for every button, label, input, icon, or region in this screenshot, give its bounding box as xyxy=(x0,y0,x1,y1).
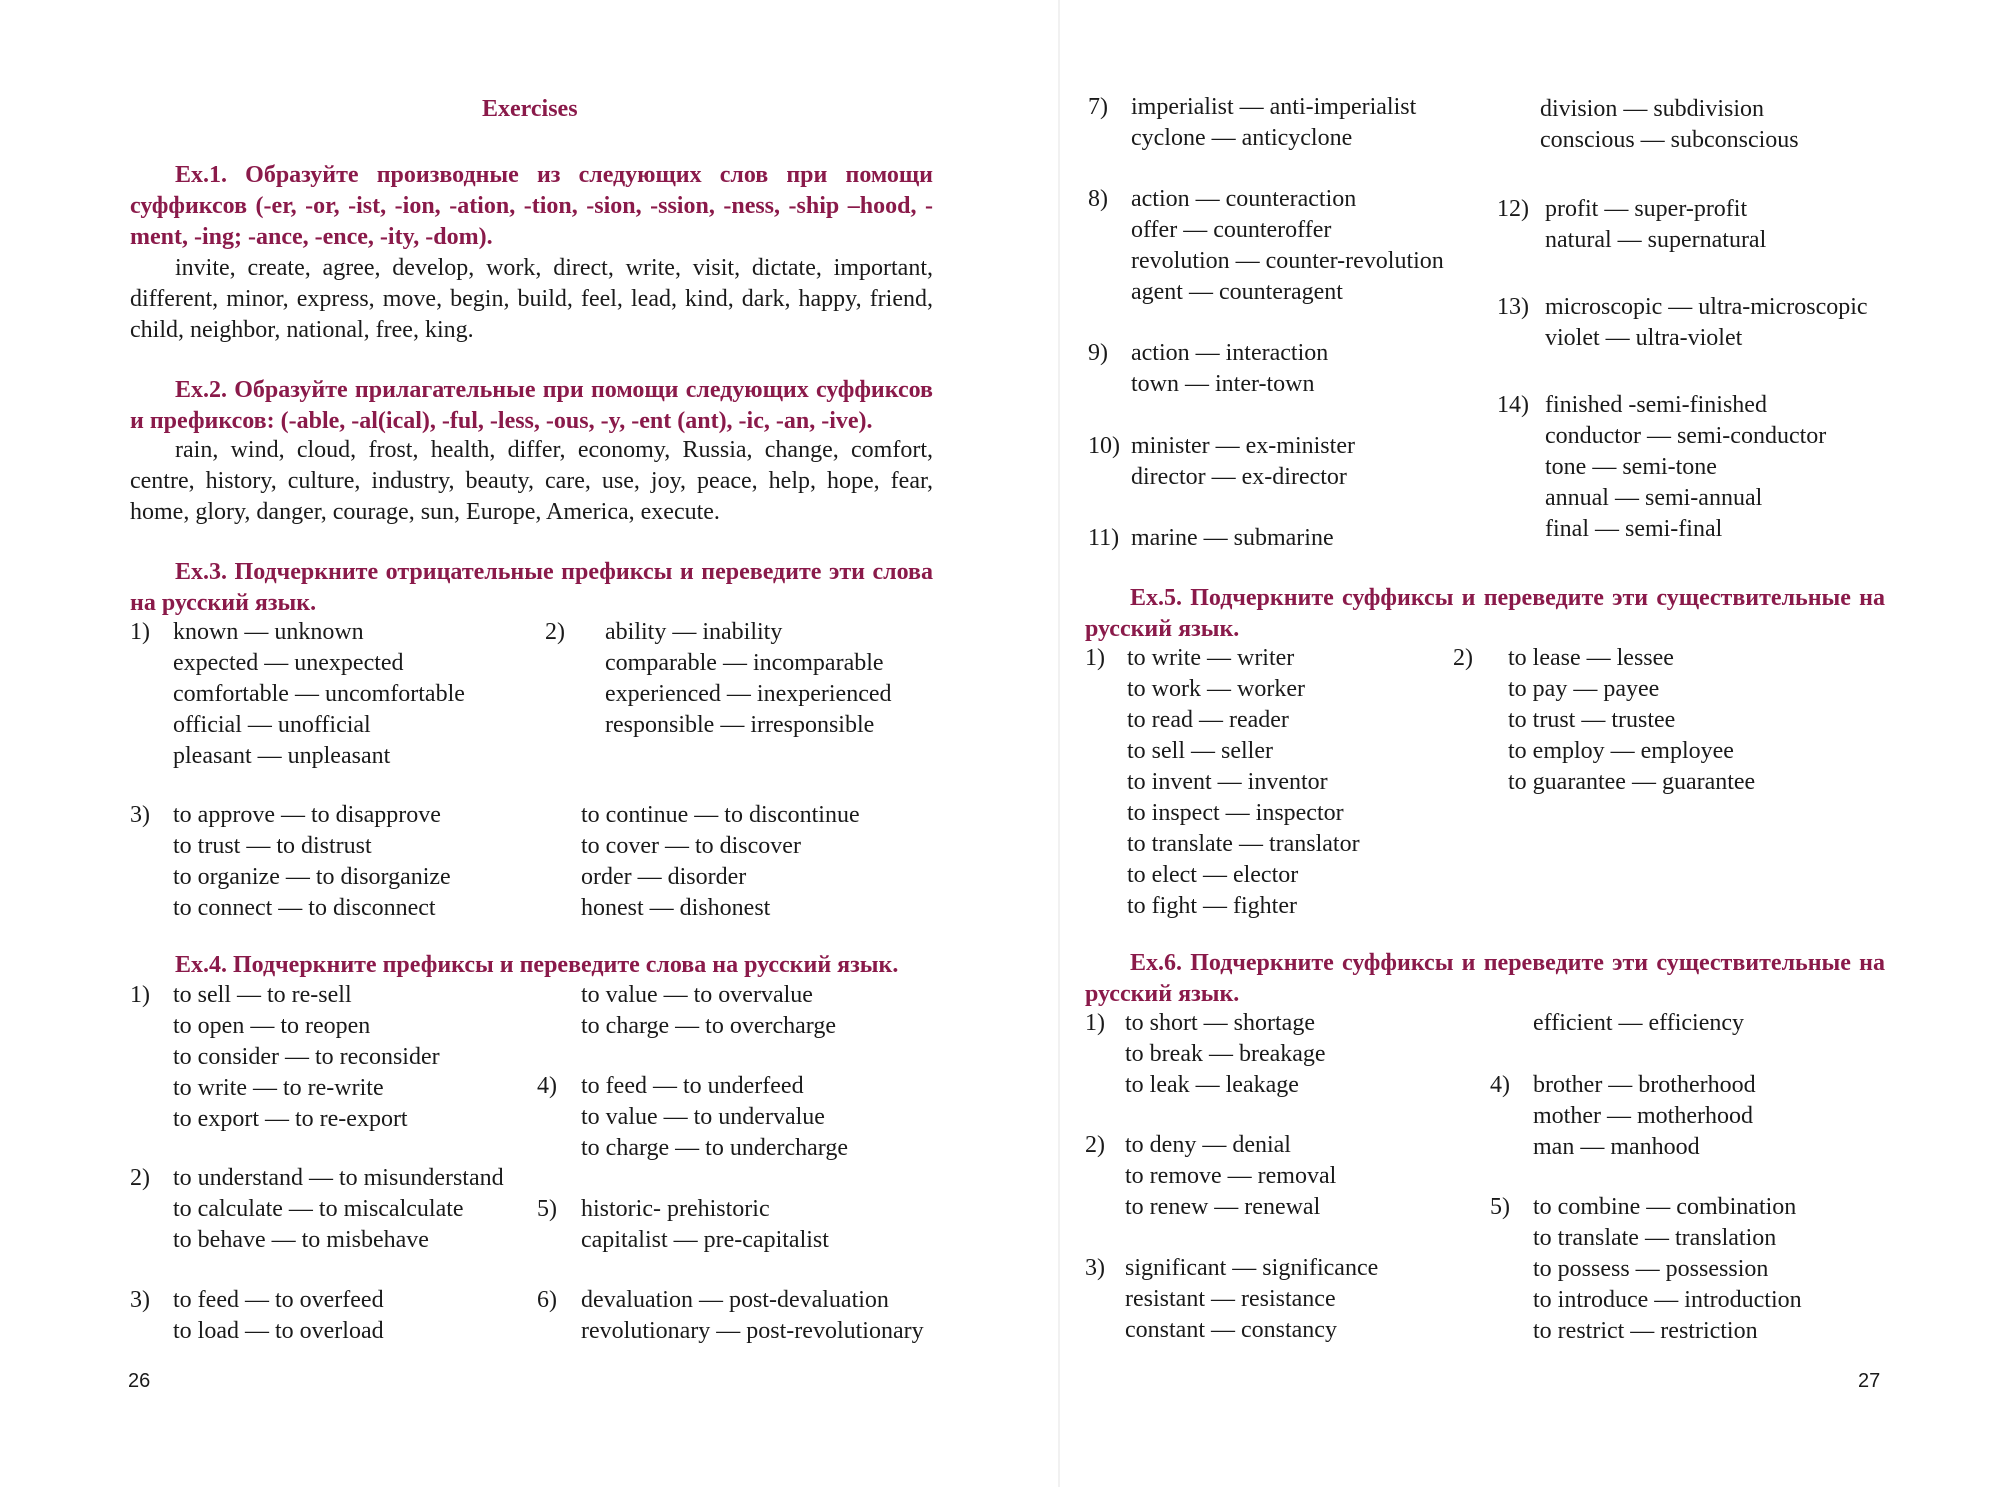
word-pair: comparable — incomparable xyxy=(605,650,884,676)
word-pair: to lease — lessee xyxy=(1508,645,1674,671)
r-group-13 xyxy=(1545,292,1868,354)
word-pair: pleasant — unpleasant xyxy=(173,743,391,769)
r-group-10 xyxy=(1131,431,1355,493)
ex6-num-1: 1) xyxy=(1085,1010,1105,1036)
ex3-group-3b xyxy=(581,800,860,924)
ex6-num-4: 4) xyxy=(1490,1072,1510,1098)
ex6-num-5: 5) xyxy=(1490,1194,1510,1220)
word-pair: to value — to overvalue xyxy=(581,982,813,1008)
ex4-num-3: 3) xyxy=(130,1287,150,1313)
ex4-group-5 xyxy=(581,1194,829,1256)
word-pair: to invent — inventor xyxy=(1127,769,1328,795)
ex4-num-5: 5) xyxy=(537,1196,557,1222)
word-pair: to deny — denial xyxy=(1125,1132,1291,1158)
word-pair: constant — constancy xyxy=(1125,1317,1337,1343)
word-pair: to translate — translator xyxy=(1127,831,1360,857)
r-num-13: 13) xyxy=(1497,294,1529,320)
word-pair: violet — ultra-violet xyxy=(1545,325,1743,351)
ex5-heading: Ex.5. Подчеркните суффиксы и переведите эти существительные на русский язык. xyxy=(1085,585,1885,642)
word-pair: to organize — to disorganize xyxy=(173,864,451,890)
word-pair: mother — motherhood xyxy=(1533,1103,1753,1129)
ex6-group-5 xyxy=(1533,1192,1802,1347)
word-pair: to write — writer xyxy=(1127,645,1295,671)
ex6-group-4 xyxy=(1533,1070,1756,1163)
word-pair: imperialist — anti-imperialist xyxy=(1131,94,1417,120)
word-pair: cyclone — anticyclone xyxy=(1131,125,1353,151)
word-pair: action — interaction xyxy=(1131,340,1329,366)
ex2-heading: Ex.2. Образуйте прилагательные при помощи следующих суффиксов и префиксов: (-able, -al(ical), -ful, -less, -ous, -y, -ent (ant), -ic, -an, -ive). xyxy=(130,377,933,434)
word-pair: comfortable — uncomfortable xyxy=(173,681,465,707)
word-pair: capitalist — pre-capitalist xyxy=(581,1227,829,1253)
word-pair: honest — dishonest xyxy=(581,895,771,921)
ex3-num-1: 1) xyxy=(130,619,150,645)
word-pair: tone — semi-tone xyxy=(1545,454,1717,480)
ex4-group-3 xyxy=(173,1285,384,1347)
r-num-12: 12) xyxy=(1497,196,1529,222)
r-group-11b xyxy=(1540,94,1799,156)
word-pair: to sell — seller xyxy=(1127,738,1273,764)
r-group-8 xyxy=(1131,184,1444,308)
word-pair: minister — ex-minister xyxy=(1131,433,1355,459)
word-pair: to understand — to misunderstand xyxy=(173,1165,504,1191)
word-pair: man — manhood xyxy=(1533,1134,1700,1160)
word-pair: profit — super-profit xyxy=(1545,196,1748,222)
word-pair: to cover — to discover xyxy=(581,833,801,859)
word-pair: director — ex-director xyxy=(1131,464,1347,490)
ex3-num-2: 2) xyxy=(545,619,565,645)
word-pair: annual — semi-annual xyxy=(1545,485,1763,511)
word-pair: devaluation — post-devaluation xyxy=(581,1287,889,1313)
ex4-num-4: 4) xyxy=(537,1073,557,1099)
ex1-heading: Ex.1. Образуйте производные из следующих слов при помощи суффиксов (-er, -or, -ist, -ion, -ation, -tion, -sion, -ssion, -ness, -ship –hood, -ment, -ing; -ance, -ence, -ity, -dom). xyxy=(130,162,933,250)
word-pair: town — inter-town xyxy=(1131,371,1315,397)
r-group-11 xyxy=(1131,523,1334,554)
word-pair: conscious — subconscious xyxy=(1540,127,1799,153)
ex4-group-1 xyxy=(173,980,440,1135)
word-pair: to open — to reopen xyxy=(173,1013,371,1039)
word-pair: to introduce — introduction xyxy=(1533,1287,1802,1313)
r-num-8: 8) xyxy=(1088,186,1108,212)
word-pair: to combine — combination xyxy=(1533,1194,1797,1220)
word-pair: experienced — inexperienced xyxy=(605,681,892,707)
word-pair: revolution — counter-revolution xyxy=(1131,248,1444,274)
ex5-num-2: 2) xyxy=(1453,645,1473,671)
word-pair: responsible — irresponsible xyxy=(605,712,875,738)
word-pair: historic- prehistoric xyxy=(581,1196,770,1222)
r-group-12 xyxy=(1545,194,1766,256)
word-pair: natural — supernatural xyxy=(1545,227,1767,253)
ex6-group-1b xyxy=(1533,1008,1744,1039)
word-pair: to inspect — inspector xyxy=(1127,800,1344,826)
word-pair: to read — reader xyxy=(1127,707,1289,733)
word-pair: to leak — leakage xyxy=(1125,1072,1299,1098)
word-pair: to feed — to underfeed xyxy=(581,1073,804,1099)
ex3-group-1 xyxy=(173,617,465,772)
word-pair: to calculate — to miscalculate xyxy=(173,1196,464,1222)
word-pair: to renew — renewal xyxy=(1125,1194,1321,1220)
r-num-10: 10) xyxy=(1088,433,1120,459)
word-pair: expected — unexpected xyxy=(173,650,404,676)
word-pair: to behave — to misbehave xyxy=(173,1227,429,1253)
ex6-group-2 xyxy=(1125,1130,1336,1223)
ex6-num-2: 2) xyxy=(1085,1132,1105,1158)
ex4-group-1b xyxy=(581,980,836,1042)
word-pair: to approve — to disapprove xyxy=(173,802,441,828)
ex4-group-6 xyxy=(581,1285,924,1347)
word-pair: to charge — to undercharge xyxy=(581,1135,849,1161)
word-pair: to possess — possession xyxy=(1533,1256,1769,1282)
word-pair: to consider — to reconsider xyxy=(173,1044,440,1070)
word-pair: action — counteraction xyxy=(1131,186,1357,212)
word-pair: offer — counteroffer xyxy=(1131,217,1332,243)
word-pair: to elect — elector xyxy=(1127,862,1299,888)
page-number-right: 27 xyxy=(1858,1370,1881,1392)
word-pair: to remove — removal xyxy=(1125,1163,1337,1189)
word-pair: to sell — to re-sell xyxy=(173,982,352,1008)
word-pair: to employ — employee xyxy=(1508,738,1734,764)
ex3-group-3 xyxy=(173,800,451,924)
ex5-num-1: 1) xyxy=(1085,645,1105,671)
ex3-num-3: 3) xyxy=(130,802,150,828)
ex4-num-6: 6) xyxy=(537,1287,557,1313)
page-title: Exercises xyxy=(482,96,578,122)
word-pair: brother — brotherhood xyxy=(1533,1072,1756,1098)
word-pair: order — disorder xyxy=(581,864,747,890)
word-pair: conductor — semi-conductor xyxy=(1545,423,1827,449)
word-pair: marine — submarine xyxy=(1131,525,1334,551)
word-pair: finished -semi-finished xyxy=(1545,392,1767,418)
word-pair: to break — breakage xyxy=(1125,1041,1326,1067)
ex6-heading: Ex.6. Подчеркните суффиксы и переведите эти существительные на русский язык. xyxy=(1085,950,1885,1007)
word-pair: efficient — efficiency xyxy=(1533,1010,1745,1036)
word-pair: resistant — resistance xyxy=(1125,1286,1336,1312)
word-pair: official — unofficial xyxy=(173,712,371,738)
word-pair: significant — significance xyxy=(1125,1255,1379,1281)
word-pair: to work — worker xyxy=(1127,676,1305,702)
word-pair: to translate — translation xyxy=(1533,1225,1777,1251)
word-pair: known — unknown xyxy=(173,619,364,645)
ex5-group-2 xyxy=(1508,643,1755,798)
word-pair: to continue — to discontinue xyxy=(581,802,860,828)
page-number-left: 26 xyxy=(128,1370,151,1392)
ex3-heading: Ex.3. Подчеркните отрицательные префиксы и переведите эти слова на русский язык. xyxy=(130,559,933,616)
word-pair: to trust — to distrust xyxy=(173,833,372,859)
word-pair: to feed — to overfeed xyxy=(173,1287,384,1313)
word-pair: to fight — fighter xyxy=(1127,893,1297,919)
word-pair: to trust — trustee xyxy=(1508,707,1676,733)
ex5-group-1 xyxy=(1127,643,1360,922)
r-num-9: 9) xyxy=(1088,340,1108,366)
word-pair: microscopic — ultra-microscopic xyxy=(1545,294,1868,320)
ex4-group-4 xyxy=(581,1071,848,1164)
word-pair: to export — to re-export xyxy=(173,1106,408,1132)
page-gutter xyxy=(1058,0,1060,1487)
r-group-14 xyxy=(1545,390,1826,545)
ex2-body: rain, wind, cloud, frost, health, differ, economy, Russia, change, comfort, centre, history, culture, industry, beauty, care, use, joy, peace, help, hope, fear, home, glory, danger, courage, sun, Europe, America, execute. xyxy=(130,437,933,525)
ex4-num-2: 2) xyxy=(130,1165,150,1191)
word-pair: to pay — payee xyxy=(1508,676,1660,702)
word-pair: to restrict — restriction xyxy=(1533,1318,1758,1344)
ex4-group-2 xyxy=(173,1163,504,1256)
r-num-14: 14) xyxy=(1497,392,1529,418)
r-num-7: 7) xyxy=(1088,94,1108,120)
word-pair: to charge — to overcharge xyxy=(581,1013,837,1039)
r-group-9 xyxy=(1131,338,1328,400)
ex1-body: invite, create, agree, develop, work, direct, write, visit, dictate, important, different, minor, express, move, begin, build, feel, lead, kind, dark, happy, friend, child, neighbor, national, free, king. xyxy=(130,255,933,343)
ex6-group-1 xyxy=(1125,1008,1326,1101)
ex3-group-2 xyxy=(605,617,892,741)
ex6-group-3 xyxy=(1125,1253,1378,1346)
ex4-num-1: 1) xyxy=(130,982,150,1008)
word-pair: division — subdivision xyxy=(1540,96,1765,122)
word-pair: to load — to overload xyxy=(173,1318,384,1344)
word-pair: to write — to re-write xyxy=(173,1075,384,1101)
ex6-num-3: 3) xyxy=(1085,1255,1105,1281)
word-pair: to value — to undervalue xyxy=(581,1104,825,1130)
word-pair: agent — counteragent xyxy=(1131,279,1343,305)
r-group-7 xyxy=(1131,92,1416,154)
r-num-11: 11) xyxy=(1088,525,1120,551)
word-pair: ability — inability xyxy=(605,619,783,645)
word-pair: revolutionary — post-revolutionary xyxy=(581,1318,924,1344)
word-pair: to connect — to disconnect xyxy=(173,895,436,921)
word-pair: to short — shortage xyxy=(1125,1010,1315,1036)
ex4-heading: Ex.4. Подчеркните префиксы и переведите слова на русский язык. xyxy=(175,952,899,978)
word-pair: to guarantee — guarantee xyxy=(1508,769,1756,795)
word-pair: final — semi-final xyxy=(1545,516,1723,542)
